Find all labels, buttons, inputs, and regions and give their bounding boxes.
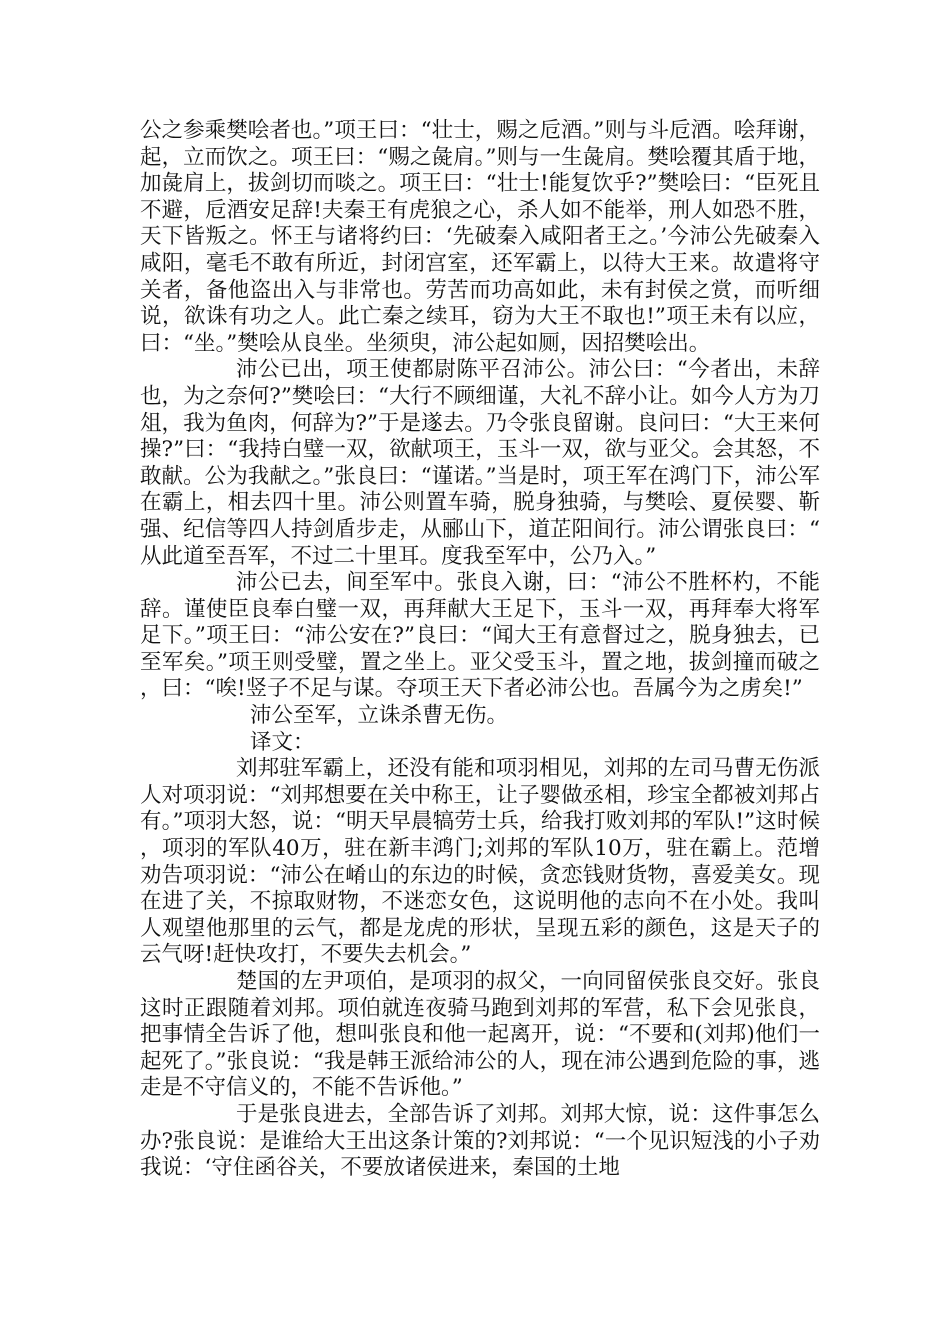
document-page	[140, 118, 820, 1182]
paragraph-3: 沛公已去，间至军中。张良入谢，曰：“沛公不胜杯杓，不能辞。谨使臣良奉白璧一双，再拜献大王足下，玉斗一双，再拜奉大将军足下。”项王曰：“沛公安在?”良曰：“闻大王有意督过之，脱身独去，已至军矣。”项王则受璧，置之坐上。亚父受玉斗，置之地，拔剑撞而破之，曰：“唉!竖子不足与谋。夺项王天下者必沛公也。吾属今为之虏矣!”	[140, 570, 820, 702]
translation-heading: 译文：	[250, 729, 315, 755]
paragraph-2: 沛公已出，项王使都尉陈平召沛公。沛公曰：“今者出，未辞也，为之奈何?”樊哙曰：“大行不顾细谨，大礼不辞小让。如今人方为刀俎，我为鱼肉，何辞为?”于是遂去。乃令张良留谢。良问曰：“大王来何操?”曰：“我持白璧一双，欲献项王，玉斗一双，欲与亚父。会其怒，不敢献。公为我献之。”张良曰：“谨诺。”当是时，项王军在鸿门下，沛公军在霸上，相去四十里。沛公则置车骑，脱身独骑，与樊哙、夏侯婴、靳强、纪信等四人持剑盾步走，从郦山下，道芷阳间行。沛公谓张良曰：“从此道至吾军，不过二十里耳。度我至军中，公乃入。”	[140, 357, 820, 569]
paragraph-6: 刘邦驻军霸上，还没有能和项羽相见，刘邦的左司马曹无伤派人对项羽说：“刘邦想要在关中称王，让子婴做丞相，珍宝全都被刘邦占有。”项羽大怒，说：“明天早晨犒劳士兵，给我打败刘邦的军队!”这时候，项羽的军队40万，驻在新丰鸿门;刘邦的军队10万，驻在霸上。范增劝告项羽说：“沛公在崤山的东边的时候，贪恋钱财货物，喜爱美女。现在进了关，不掠取财物，不迷恋女色，这说明他的志向不在小处。我叫人观望他那里的云气，都是龙虎的形状，呈现五彩的颜色，这是天子的云气呀!赶快攻打，不要失去机会。”	[140, 756, 820, 968]
paragraph-1: 公之参乘樊哙者也。”项王曰：“壮士，赐之卮酒。”则与斗卮酒。哙拜谢，起，立而饮之。项王曰：“赐之彘肩。”则与一生彘肩。樊哙覆其盾于地，加彘肩上，拔剑切而啖之。项王曰：“壮士!能复饮乎?”樊哙曰：“臣死且不避，卮酒安足辞!夫秦王有虎狼之心，杀人如不能举，刑人如恐不胜，天下皆叛之。怀王与诸将约曰：‘先破秦入咸阳者王之。’今沛公先破秦入咸阳，毫毛不敢有所近，封闭宫室，还军霸上，以待大王来。故遣将守关者，备他盗出入与非常也。劳苦而功高如此，未有封侯之赏，而听细说，欲诛有功之人。此亡秦之续耳，窃为大王不取也!”项王未有以应，曰：“坐。”樊哙从良坐。坐须臾，沛公起如厕，因招樊哙出。	[140, 118, 820, 356]
paragraph-7: 楚国的左尹项伯，是项羽的叔父，一向同留侯张良交好。张良这时正跟随着刘邦。项伯就连夜骑马跑到刘邦的军营，私下会见张良，把事情全告诉了他，想叫张良和他一起离开，说：“不要和(刘邦)他们一起死了。”张良说：“我是韩王派给沛公的人，现在沛公遇到危险的事，逃走是不守信义的，不能不告诉他。”	[140, 969, 820, 1101]
paragraph-8: 于是张良进去，全部告诉了刘邦。刘邦大惊，说：这件事怎么办?张良说：是谁给大王出这条计策的?刘邦说：“一个见识短浅的小子劝我说：‘守住函谷关，不要放诸侯进来，秦国的土地	[140, 1101, 820, 1181]
paragraph-4: 沛公至军，立诛杀曹无伤。	[250, 703, 509, 729]
